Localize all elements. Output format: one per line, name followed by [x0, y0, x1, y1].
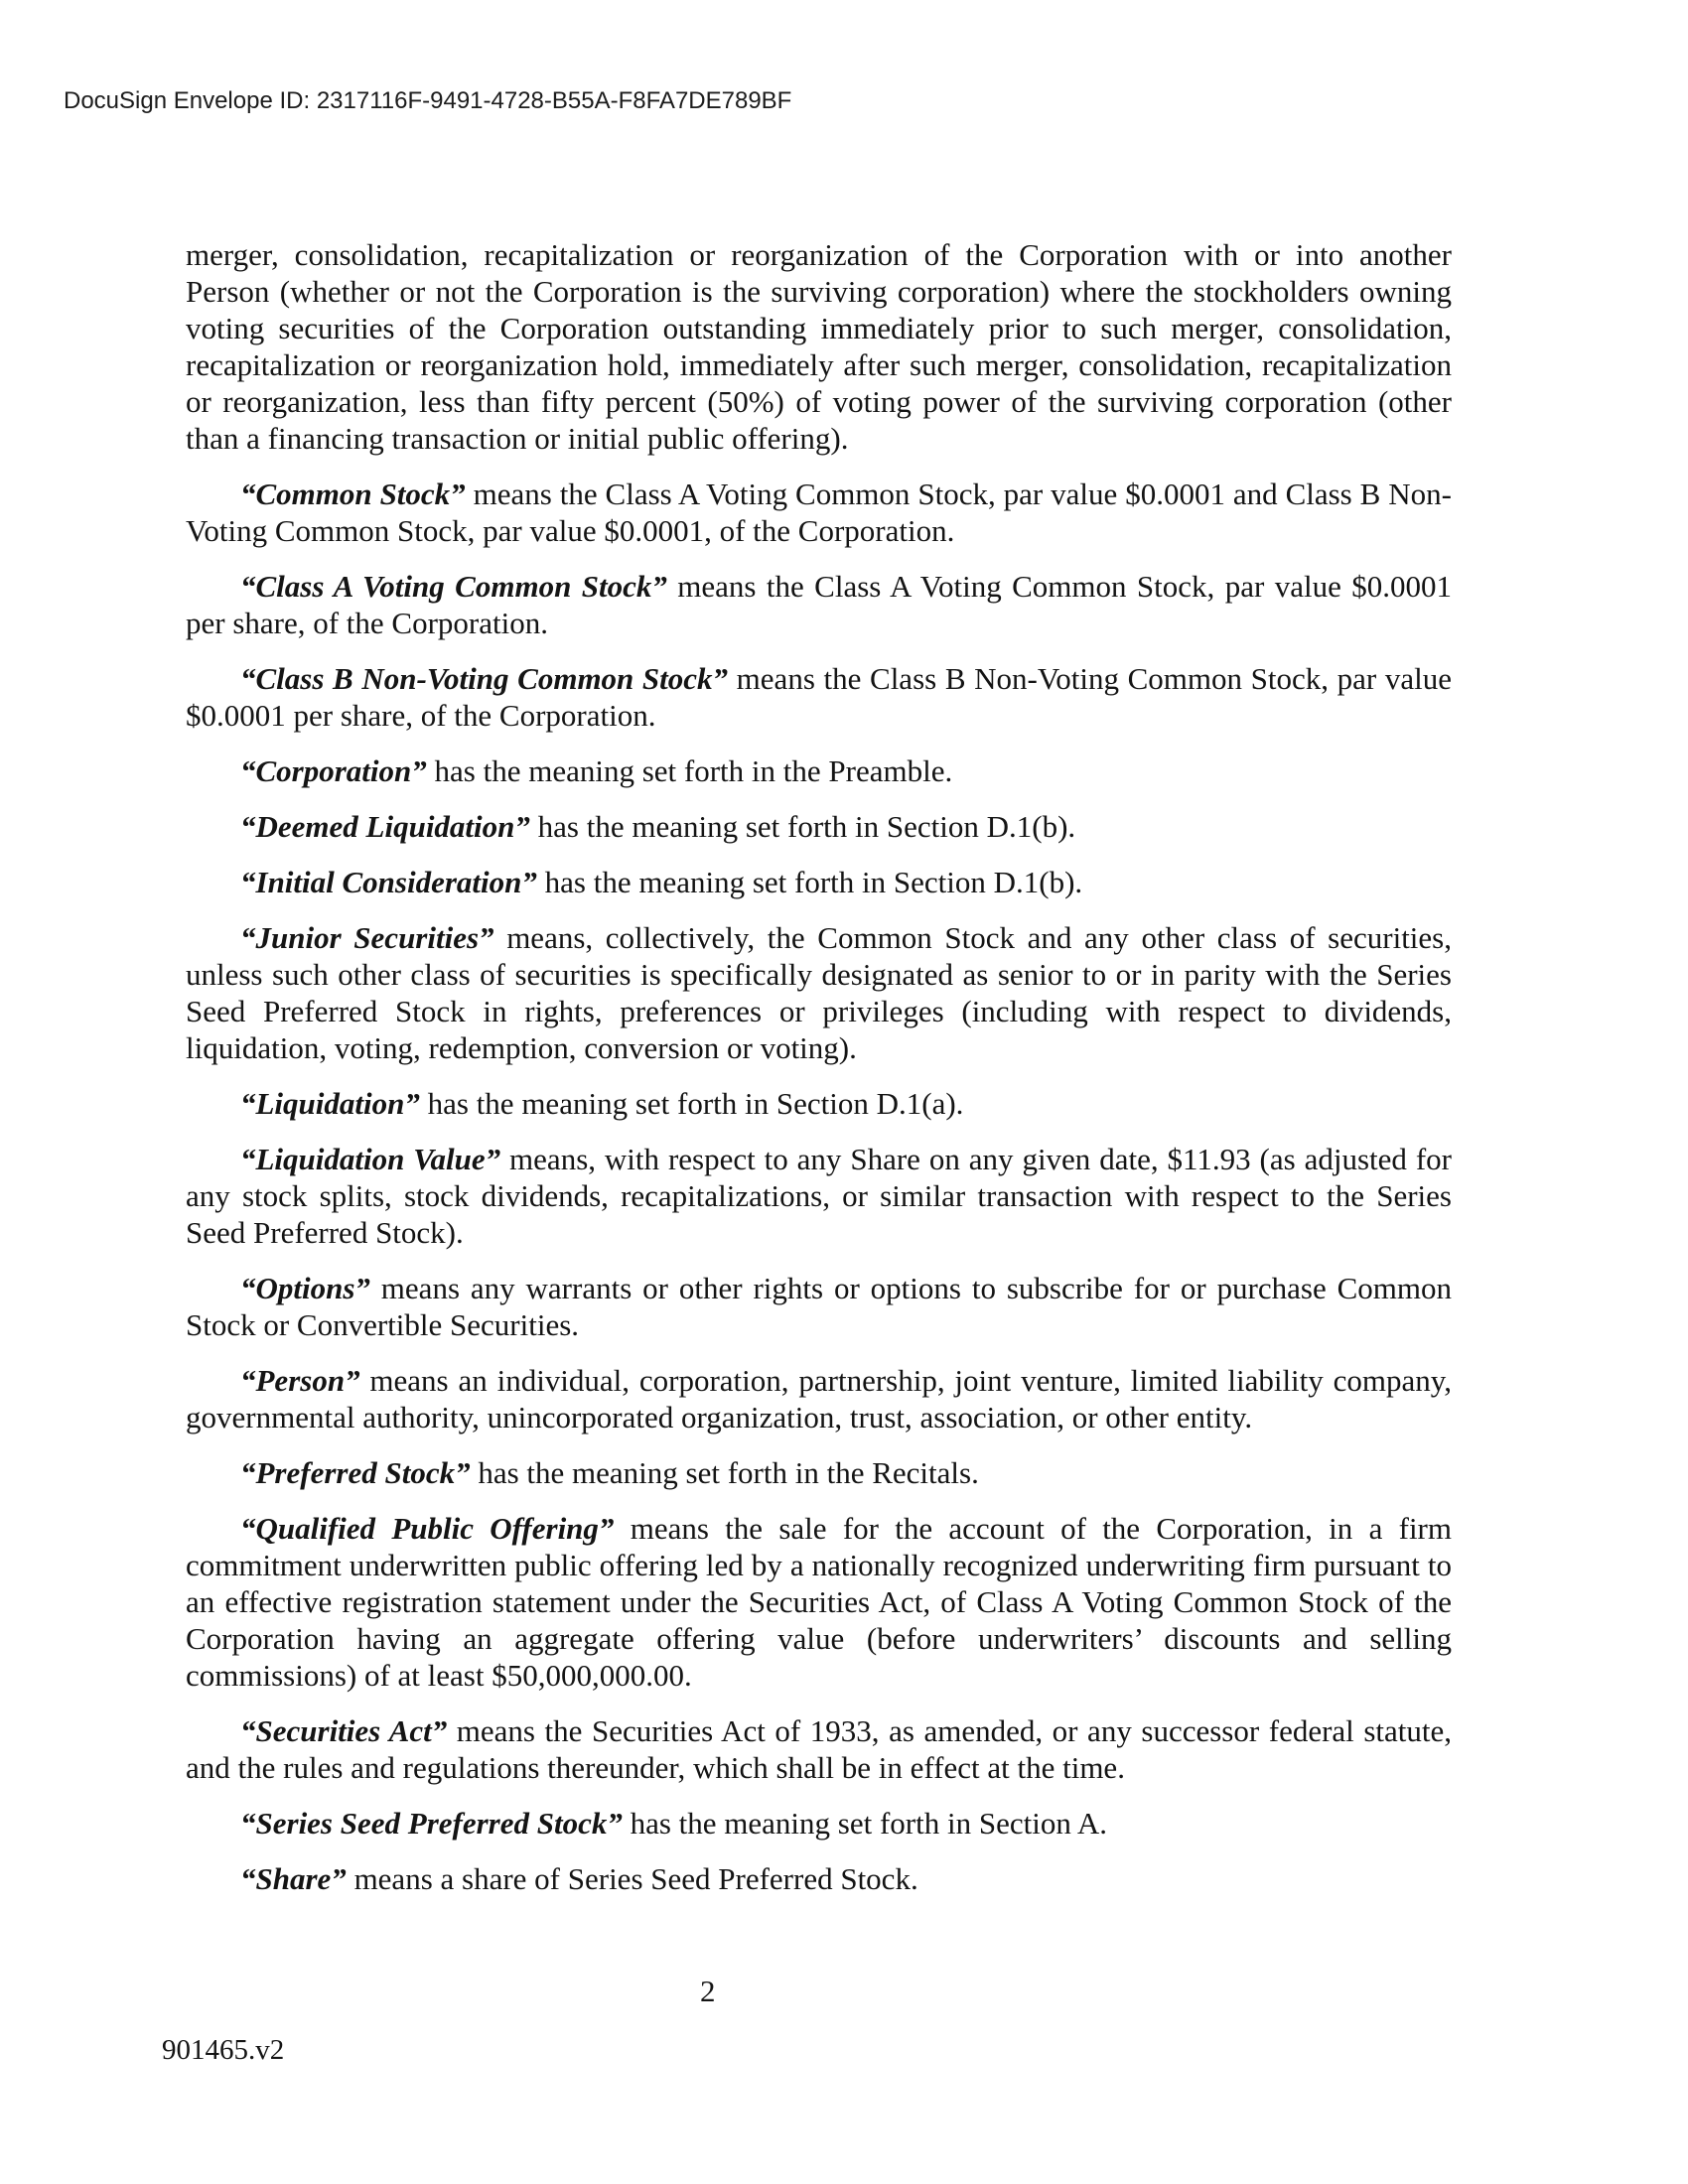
- defined-term: “Corporation”: [240, 753, 427, 788]
- defined-term: “Options”: [240, 1271, 370, 1305]
- paragraph-text: has the meaning set forth in Section D.1(b).: [536, 865, 1083, 899]
- paragraph-text: has the meaning set forth in Section D.1(b).: [529, 809, 1076, 844]
- paragraph-text: means the Class B Non-Voting Common Stock, par value $0.0001 per share, of the Corporation.: [186, 661, 1452, 733]
- definition-paragraph-person: [186, 1362, 1452, 1435]
- paragraph-text: means a share of Series Seed Preferred Stock.: [346, 1861, 918, 1896]
- definition-paragraph-common-stock: [186, 476, 1452, 549]
- paragraph-text: means the Class A Voting Common Stock, par value $0.0001 per share, of the Corporation.: [186, 569, 1452, 640]
- definition-paragraph-class-a-voting-common-stock: [186, 568, 1452, 641]
- docusign-envelope-id: DocuSign Envelope ID: 2317116F-9491-4728-B55A-F8FA7DE789BF: [64, 87, 792, 114]
- definition-paragraph-securities-act: [186, 1712, 1452, 1786]
- definition-paragraph-liquidation: [186, 1085, 1452, 1122]
- defined-term: “Class B Non-Voting Common Stock”: [240, 661, 729, 696]
- defined-term: “Preferred Stock”: [240, 1455, 471, 1490]
- definition-paragraph-corporation: [186, 752, 1452, 789]
- defined-term: “Junior Securities”: [240, 920, 494, 955]
- paragraph-text: means any warrants or other rights or options to subscribe for or purchase Common Stock or Convertible Securities.: [186, 1271, 1452, 1342]
- definition-paragraph-junior-securities: [186, 919, 1452, 1066]
- definition-paragraph-qualified-public-offering: [186, 1510, 1452, 1694]
- defined-term: “Common Stock”: [240, 477, 466, 511]
- defined-term: “Qualified Public Offering”: [240, 1511, 615, 1546]
- paragraph-text: has the meaning set forth in the Recitals.: [470, 1455, 979, 1490]
- definition-paragraph-deemed-liquidation: [186, 808, 1452, 845]
- continuation-paragraph: [186, 236, 1452, 457]
- paragraph-text: means, with respect to any Share on any given date, $11.93 (as adjusted for any stock splits, stock dividends, recapitalizations, or similar transaction with respect to the Series Seed Preferred Stock).: [186, 1142, 1452, 1250]
- paragraph-text: means the Securities Act of 1933, as amended, or any successor federal statute, and the rules and regulations thereunder, which shall be in effect at the time.: [186, 1713, 1453, 1785]
- paragraph-text: has the meaning set forth in Section A.: [622, 1806, 1108, 1841]
- defined-term: “Class A Voting Common Stock”: [240, 569, 667, 604]
- paragraph-text: means, collectively, the Common Stock and any other class of securities, unless such other class of securities is specifically designated as senior to or in parity with the Series Seed Preferred Stock in rights, preferences or privileges (including with respect to dividends, liquidation, voting, redemption, conversion or voting).: [186, 920, 1452, 1065]
- document-body: [186, 236, 1452, 1916]
- defined-term: “Liquidation Value”: [240, 1142, 501, 1176]
- document-version-reference: 901465.v2: [162, 2034, 285, 2066]
- definition-paragraph-series-seed-preferred-stock: [186, 1805, 1452, 1842]
- definition-paragraph-share: [186, 1860, 1452, 1897]
- definition-paragraph-class-b-non-voting-common-stock: [186, 660, 1452, 734]
- defined-term: “Securities Act”: [240, 1713, 448, 1748]
- defined-term: “Person”: [240, 1363, 360, 1398]
- definition-paragraph-preferred-stock: [186, 1454, 1452, 1491]
- paragraph-text: means the Class A Voting Common Stock, par value $0.0001 and Class B Non-Voting Common Stock, par value $0.0001, of the Corporation.: [186, 477, 1452, 548]
- definition-paragraph-liquidation-value: [186, 1141, 1452, 1251]
- paragraph-text: means an individual, corporation, partnership, joint venture, limited liability company, governmental authority, unincorporated organization, trust, association, or other entity.: [186, 1363, 1452, 1434]
- defined-term: “Liquidation”: [240, 1086, 420, 1121]
- defined-term: “Initial Consideration”: [240, 865, 537, 899]
- paragraph-text: merger, consolidation, recapitalization or reorganization of the Corporation with or into another Person (whether or not the Corporation is the surviving corporation) where the stockholders owning voting securities of the Corporation outstanding immediately prior to such merger, consolidation, recapitalization or reorganization hold, immediately after such merger, consolidation, recapitalization or reorganization, less than fifty percent (50%) of voting power of the surviving corporation (other than a financing transaction or initial public offering).: [186, 237, 1452, 456]
- defined-term: “Deemed Liquidation”: [240, 809, 530, 844]
- defined-term: “Share”: [240, 1861, 347, 1896]
- page-number: 2: [700, 1974, 716, 2008]
- paragraph-text: has the meaning set forth in the Preamble.: [426, 753, 953, 788]
- defined-term: “Series Seed Preferred Stock”: [240, 1806, 623, 1841]
- definition-paragraph-options: [186, 1270, 1452, 1343]
- definition-paragraph-initial-consideration: [186, 864, 1452, 900]
- paragraph-text: has the meaning set forth in Section D.1(a).: [419, 1086, 964, 1121]
- paragraph-text: means the sale for the account of the Corporation, in a firm commitment underwritten public offering led by a nationally recognized underwriting firm pursuant to an effective registration statement under the Securities Act, of Class A Voting Common Stock of the Corporation having an aggregate offering value (before underwriters’ discounts and selling commissions) of at least $50,000,000.00.: [186, 1511, 1452, 1693]
